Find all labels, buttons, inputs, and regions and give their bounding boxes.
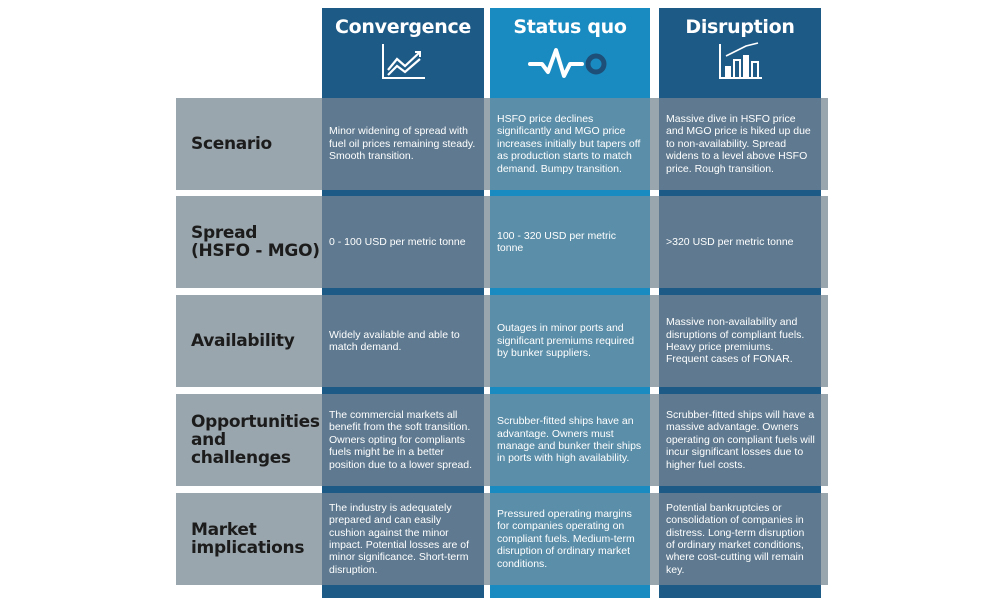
row-label-scenario: Scenario [191,134,272,154]
cell-market-disruption: Potential bankruptcies or consolidation of companies in distress. Long-term disruption of ordinary market conditions, where cost-cutting will remain key. [659,493,821,585]
cell-scenario-convergence: Minor widening of spread with fuel oil prices remaining steady. Smooth transition. [322,98,484,190]
cell-market-convergence: The industry is adequately prepared and can easily cushion against the minor impact. Potential losses are of minor significance. Short-term disruption. [322,493,484,585]
row-label-availability: Availability [191,331,295,351]
cell-opportunities-convergence: The commercial markets all benefit from the soft transition. Owners opting for compliants fuels might be in a better position due to a lower spread. [322,394,484,486]
column-title-status-quo: Status quo [513,16,627,38]
cell-opportunities-disruption: Scrubber-fitted ships will have a massive advantage. Owners operating on compliant fuels will incur significant losses due to higher fuel costs. [659,394,821,486]
cell-market-status-quo: Pressured operating margins for companies operating on compliant fuels. Medium-term disruption of ordinary market conditions. [490,493,650,585]
bar-chart-icon [659,40,821,84]
column-title-convergence: Convergence [334,16,472,38]
cell-scenario-disruption: Massive dive in HSFO price and MGO price is hiked up due to non-availability. Spread widens to a level above HSFO price. Rough transition. [659,98,821,190]
wave-signal-icon [490,40,650,84]
cell-spread-disruption: >320 USD per metric tonne [659,196,821,288]
cell-availability-disruption: Massive non-availability and disruptions of compliant fuels. Heavy price premiums. Frequent cases of FONAR. [659,295,821,387]
cell-scenario-status-quo: HSFO price declines significantly and MGO price increases initially but tapers off as production starts to match demand. Bumpy transition. [490,98,650,190]
cell-availability-convergence: Widely available and able to match demand. [322,295,484,387]
row-label-opportunities: Opportunities and challenges [191,412,320,468]
column-title-disruption: Disruption [685,16,795,38]
cell-spread-status-quo: 100 - 320 USD per metric tonne [490,196,650,288]
cell-spread-convergence: 0 - 100 USD per metric tonne [322,196,484,288]
row-label-market-implications: Market implications [191,520,305,558]
row-label-spread: Spread (HSFO - MGO) [191,223,320,261]
cell-availability-status-quo: Outages in minor ports and significant premiums required by bunker suppliers. [490,295,650,387]
cell-opportunities-status-quo: Scrubber-fitted ships have an advantage. Owners must manage and bunker their ships in ports with high availability. [490,394,650,486]
trend-chart-icon [322,40,484,84]
